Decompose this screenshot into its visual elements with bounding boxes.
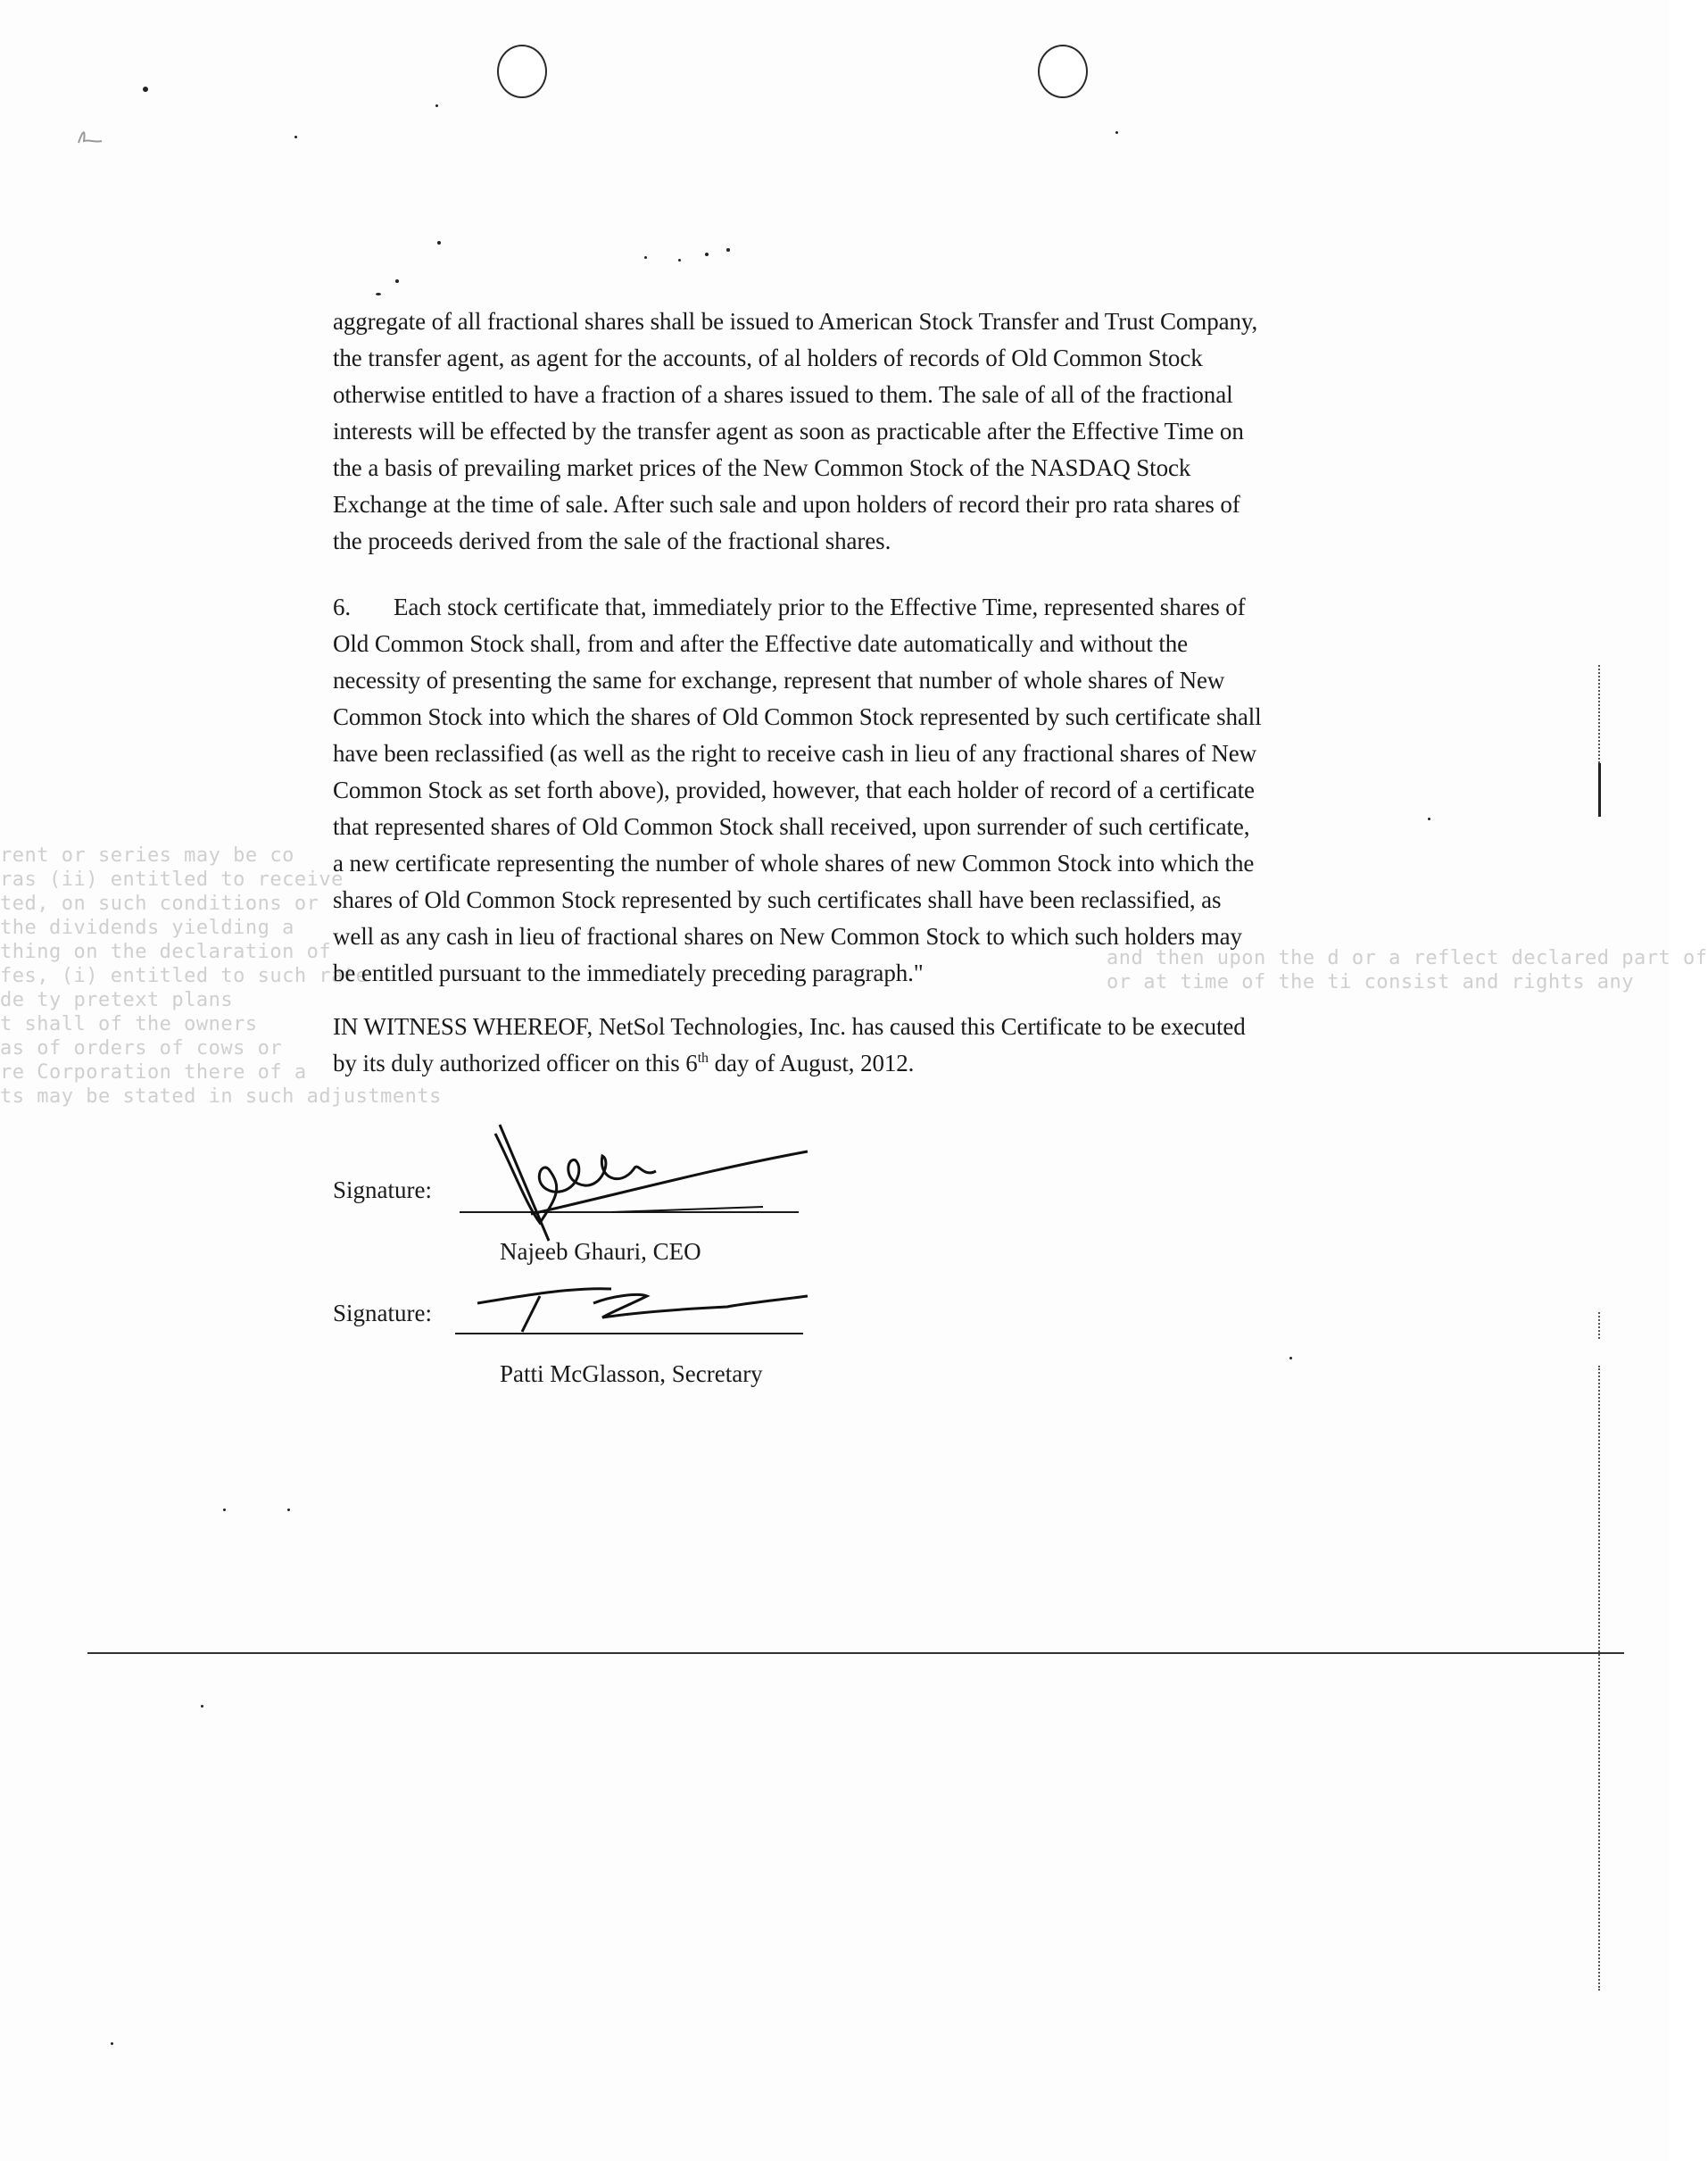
bleed-line: and then upon the d or a reflect declared part of — [1107, 947, 1708, 969]
text-fragment: day of August, 2012. — [708, 1050, 915, 1076]
scan-speck — [1428, 818, 1430, 820]
scan-speck — [223, 1509, 226, 1511]
signer-name-ceo: Najeeb Ghauri, CEO — [500, 1238, 701, 1265]
bleed-through-left — [0, 844, 442, 1109]
scan-speck — [287, 1509, 290, 1511]
scan-speck — [294, 136, 297, 138]
text-line: Old Common Stock shall, from and after the Effective date automatically and without the — [333, 630, 1189, 657]
binder-hole-left — [497, 45, 547, 98]
text-line: the proceeds derived from the sale of the fractional shares. — [333, 528, 891, 554]
witness-clause — [333, 1009, 1413, 1082]
paragraph-continuation — [333, 303, 1413, 560]
signature-label: Signature: — [333, 1176, 432, 1203]
text-fragment: by its duly authorized officer on this 6 — [333, 1050, 698, 1076]
scan-speck — [1289, 1357, 1292, 1359]
text-line: have been reclassified (as well as the right to receive cash in lieu of any fractional shares of New — [333, 740, 1257, 767]
bleed-line: ts may be stated in such adjustments — [0, 1085, 442, 1108]
bleed-line: ras (ii) entitled to receive — [0, 869, 344, 891]
text-line: interests will be effected by the transfer agent as soon as practicable after the Effective Time on — [333, 418, 1244, 445]
bleed-line: t shall of the owners — [0, 1013, 258, 1035]
witness-date-line — [333, 1045, 1413, 1082]
edge-mark — [1598, 1366, 1600, 1991]
signature-block-ceo — [333, 1176, 432, 1204]
page-divider — [87, 1652, 1624, 1654]
text-line: Exchange at the time of sale. After such sale and upon holders of record their pro rata shares of — [333, 491, 1240, 518]
scan-speck — [376, 293, 381, 295]
signature-block-secretary — [333, 1300, 432, 1327]
binder-hole-right — [1038, 45, 1088, 98]
text-line: IN WITNESS WHEREOF, NetSol Technologies, Inc. has caused this Certificate to be executed — [333, 1013, 1246, 1040]
scan-speck — [726, 248, 730, 252]
text-line: Each stock certificate that, immediately prior to the Effective Time, represented shares of — [394, 594, 1246, 620]
scan-speck — [678, 259, 681, 262]
edge-mark — [1598, 763, 1601, 817]
text-line: Common Stock into which the shares of Old Common Stock represented by such certificate shall — [333, 703, 1262, 730]
text-line: Common Stock as set forth above), provided, however, that each holder of record of a certificate — [333, 777, 1255, 803]
scan-speck — [143, 87, 148, 92]
scan-speck — [435, 104, 438, 107]
margin-smudge-icon — [71, 116, 125, 152]
text-line: shares of Old Common Stock represented by such certificates shall have been reclassified, as — [333, 886, 1222, 913]
text-line: a new certificate representing the number of whole shares of new Common Stock into which the — [333, 850, 1255, 877]
bleed-line: thing on the declaration of — [0, 941, 332, 963]
text-line: necessity of presenting the same for exchange, represent that number of whole shares of New — [333, 667, 1225, 694]
bleed-line: de ty pretext plans — [0, 989, 234, 1011]
signature-ceo-icon — [477, 1107, 817, 1250]
signature-label: Signature: — [333, 1300, 432, 1326]
ordinal-suffix: th — [697, 1051, 709, 1066]
scan-speck — [111, 2042, 113, 2045]
text-line: that represented shares of Old Common Stock shall received, upon surrender of such certificate, — [333, 813, 1250, 840]
scan-speck — [437, 241, 441, 245]
scan-speck — [644, 256, 647, 259]
text-line: the a basis of prevailing market prices of the New Common Stock of the NASDAQ Stock — [333, 454, 1191, 481]
section-6-first-line — [333, 589, 1413, 626]
scan-speck — [395, 279, 399, 283]
text-line: be entitled pursuant to the immediately preceding paragraph." — [333, 960, 924, 986]
bleed-line: as of orders of cows or — [0, 1037, 283, 1060]
text-line: well as any cash in lieu of fractional shares on New Common Stock to which such holders may — [333, 923, 1242, 950]
bleed-line: rent or series may be co — [0, 844, 294, 867]
bleed-line: fes, (i) entitled to such rate — [0, 965, 369, 987]
text-line: the transfer agent, as agent for the accounts, of al holders of records of Old Common Stock — [333, 345, 1203, 371]
bleed-line: or at time of the ti consist and rights any — [1107, 971, 1635, 993]
bleed-line: ted, on such conditions or — [0, 893, 319, 915]
scan-speck — [201, 1705, 203, 1708]
text-line: aggregate of all fractional shares shall be issued to American Stock Transfer and Trust Company, — [333, 308, 1258, 335]
section-6 — [333, 589, 1413, 992]
scan-speck — [705, 253, 709, 256]
edge-mark — [1598, 1312, 1600, 1339]
text-line: otherwise entitled to have a fraction of a shares issued to them. The sale of all of the fractional — [333, 381, 1233, 408]
section-number: 6. — [333, 594, 352, 620]
edge-mark — [1598, 665, 1600, 763]
signature-secretary-icon — [460, 1276, 817, 1339]
scan-speck — [1115, 131, 1118, 134]
signer-name-secretary: Patti McGlasson, Secretary — [500, 1360, 763, 1387]
bleed-line: re Corporation there of a — [0, 1061, 307, 1084]
bleed-line: the dividends yielding a — [0, 917, 294, 939]
